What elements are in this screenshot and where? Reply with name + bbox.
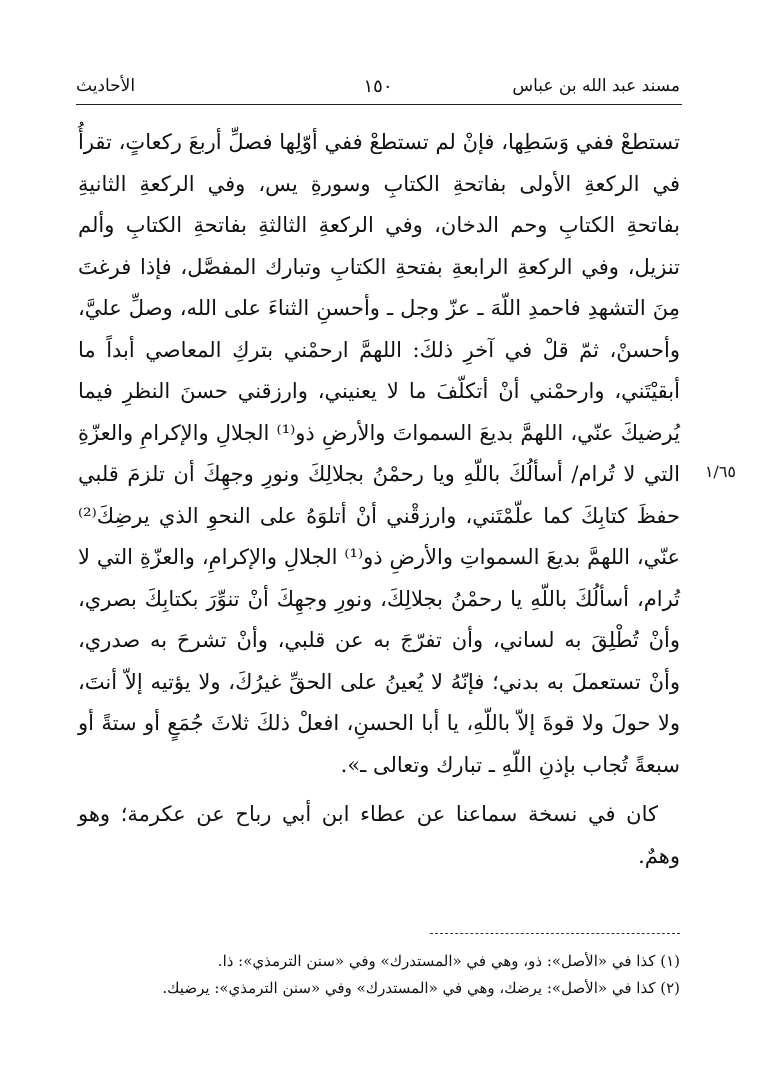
footnote: (١) كذا في «الأصل»: ذو، وهي في «المستدرك» وفي «سنن الترمذي»: ذا. bbox=[217, 952, 680, 970]
book-title: مسند عبد الله بن عباس bbox=[512, 76, 680, 96]
main-text bbox=[78, 122, 680, 877]
footnote: (٢) كذا في «الأصل»: يرضك، وهي في «المستدرك» وفي «سنن الترمذي»: يرضيك. bbox=[162, 979, 680, 997]
manuscript-folio-reference: ١/٦٥ bbox=[704, 462, 736, 481]
running-header bbox=[76, 74, 680, 102]
footnotes bbox=[78, 948, 680, 1002]
section-title: الأحاديث bbox=[76, 76, 136, 96]
paragraph: كان في نسخة سماعنا عن عطاء ابن أبي رباح عن عكرمة؛ وهو وهمٌ. bbox=[78, 802, 680, 868]
paragraph: تستطعْ ففي وَسَطِها، فإنْ لم تستطعْ ففي أوّلِها فصلِّ أربعَ ركعاتٍ، تقرأُ في الركعةِ الأولى بفاتحةِ الكتابِ وسورةِ يس، وفي الركعةِ الثانيةِ بفاتحةِ الكتابِ وحم الدخان، وفي الركعةِ الثالثةِ بفاتحةِ الكتابِ وألم تنزيل، وفي الركعةِ الرابعةِ بفتحةِ الكتابِ وتبارك المفصَّل، فإذا فرغتَ مِنَ التشهدِ فاحمدِ اللّهَ ـ عزّ وجل ـ وأحسنِ الثناءَ على الله، وصلِّ عليَّ، وأحسنْ، ثمّ قلْ في آخرِ ذلكَ: اللهمَّ ارحمْني بتركِ المعاصي أبداً ما أبقيْتَني، وارحمْني أنْ أتكلّفَ ما لا يعنيني، وارزقني حسنَ النظرِ فيما يُرضيكَ عنّي، اللهمَّ بديعَ السمواتَ والأرضِ ذو⁽¹⁾ الجلالِ والإكرامِ والعزّةِ التي لا تُرام/ أسألُكَ باللّهِ ويا رحمْنُ بجلالِكَ ونورِ وجهِكَ أن تلزمَ قلبي حفظَ كتابِكَ كما علّمْتَني، وارزقْني أنْ أتلوَهُ على النحوِ الذي يرضِكَ⁽²⁾ عنّي، اللهمَّ بديعَ السمواتِ والأرضِ ذو⁽¹⁾ الجلالِ والإكرامِ، والعزّةِ التي لا تُرام، أسألُكَ باللّهِ يا رحمْنُ بجلالِكَ، ونورِ وجهِكَ أنْ تنوِّرَ بكتابِكَ بصري، وأنْ تُطْلِقَ به لساني، وأن تفرّجَ به عن قلبي، وأنْ تشرحَ به صدري، وأنْ تستعملَ به بدني؛ فإنّهُ لا يُعينُ على الحقِّ غيرُكَ، ولا يؤتيه إلاّ أنتَ، ولا حولَ ولا قوةَ إلاّ باللّهِ، يا أبا الحسنِ، افعلْ ذلكَ ثلاثَ جُمَعٍ أو ستةً أو سبعةً تُجاب بإذنِ اللّهِ ـ تبارك وتعالى ـ». bbox=[78, 130, 680, 777]
footnote-rule bbox=[430, 933, 680, 934]
page-number: ١٥٠ bbox=[363, 76, 393, 97]
header-rule bbox=[76, 104, 682, 105]
